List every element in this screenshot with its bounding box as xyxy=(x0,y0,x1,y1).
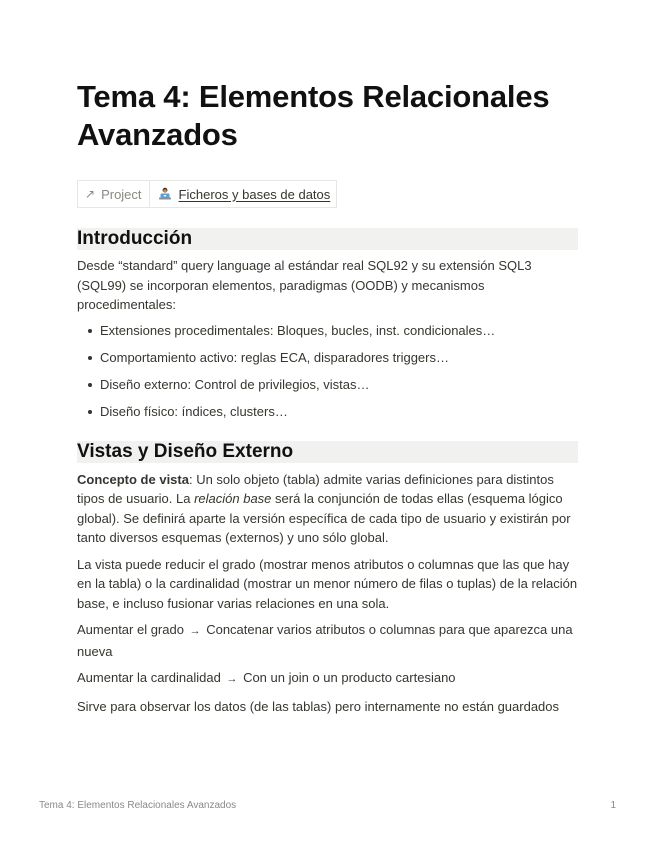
intro-paragraph: Desde “standard” query language al estándar real SQL92 y su extensión SQL3 (SQL99) se incorporan elementos, paradigmas (OODB) y mecanismos procedimentales: xyxy=(77,258,532,312)
concepto-term: Concepto de vista xyxy=(77,471,189,487)
cardinalidad-paragraph xyxy=(77,668,578,690)
property-key-label: Project xyxy=(101,186,142,202)
concepto-paragraph xyxy=(77,470,578,548)
section-heading-introduccion: Introducción xyxy=(77,228,578,250)
card-text-b: Con un join o un producto cartesiano xyxy=(243,670,456,685)
list-item: Diseño físico: índices, clusters… xyxy=(77,402,578,421)
intro-bullet-list xyxy=(77,321,578,421)
right-arrow-icon: → xyxy=(226,673,238,685)
property-key xyxy=(78,181,150,207)
section-heading-vistas: Vistas y Diseño Externo xyxy=(77,441,578,463)
document-page xyxy=(77,78,578,716)
card-text-a: Aumentar la cardinalidad xyxy=(77,670,221,685)
grado-text-a: Aumentar el grado xyxy=(77,622,184,637)
grado-text-b: Concatenar varios atributos o columnas para que aparezca una nueva xyxy=(77,622,573,659)
concepto-text-a: : Un solo objeto (tabla) admite varias definiciones para distintos tipos de usuario. La xyxy=(77,471,554,506)
property-value[interactable] xyxy=(150,181,337,207)
right-arrow-icon: → xyxy=(189,625,201,637)
project-link[interactable]: Ficheros y bases de datos xyxy=(178,186,331,202)
reduce-paragraph: La vista puede reducir el grado (mostrar menos atributos o columnas que las que hay en la tabla) o la cardinalidad (mostrar un menor número de filas o tuplas) de la relación base, e incluso fusionar varias relaciones en una sola. xyxy=(77,556,578,611)
footer-title: Tema 4: Elementos Relacionales Avanzados xyxy=(39,800,237,811)
relacion-base-term: relación base xyxy=(194,491,272,506)
page-title: Tema 4: Elementos Relacionales Avanzados xyxy=(77,79,550,152)
list-item: Extensiones procedimentales: Bloques, bucles, inst. condicionales… xyxy=(77,321,578,340)
list-item: Comportamiento activo: reglas ECA, disparadores triggers… xyxy=(77,348,578,367)
page-number: 1 xyxy=(610,800,616,811)
arrow-up-right-icon: ↗ xyxy=(85,187,96,201)
concepto-text-b: será la conjunción de todas ellas (esquema lógico global). Se definirá aparte la versión específica de cada tipo de usuario y existirán por tanto diversos esquemas (externos) y uno sólo global. xyxy=(77,491,571,545)
grado-paragraph xyxy=(77,620,578,661)
page-footer xyxy=(39,800,616,811)
person-at-computer-emoji xyxy=(158,187,172,201)
sirve-paragraph: Sirve para observar los datos (de las tablas) pero internamente no están guardados xyxy=(77,698,560,714)
list-item: Diseño externo: Control de privilegios, vistas… xyxy=(77,375,578,394)
property-row xyxy=(77,180,337,208)
